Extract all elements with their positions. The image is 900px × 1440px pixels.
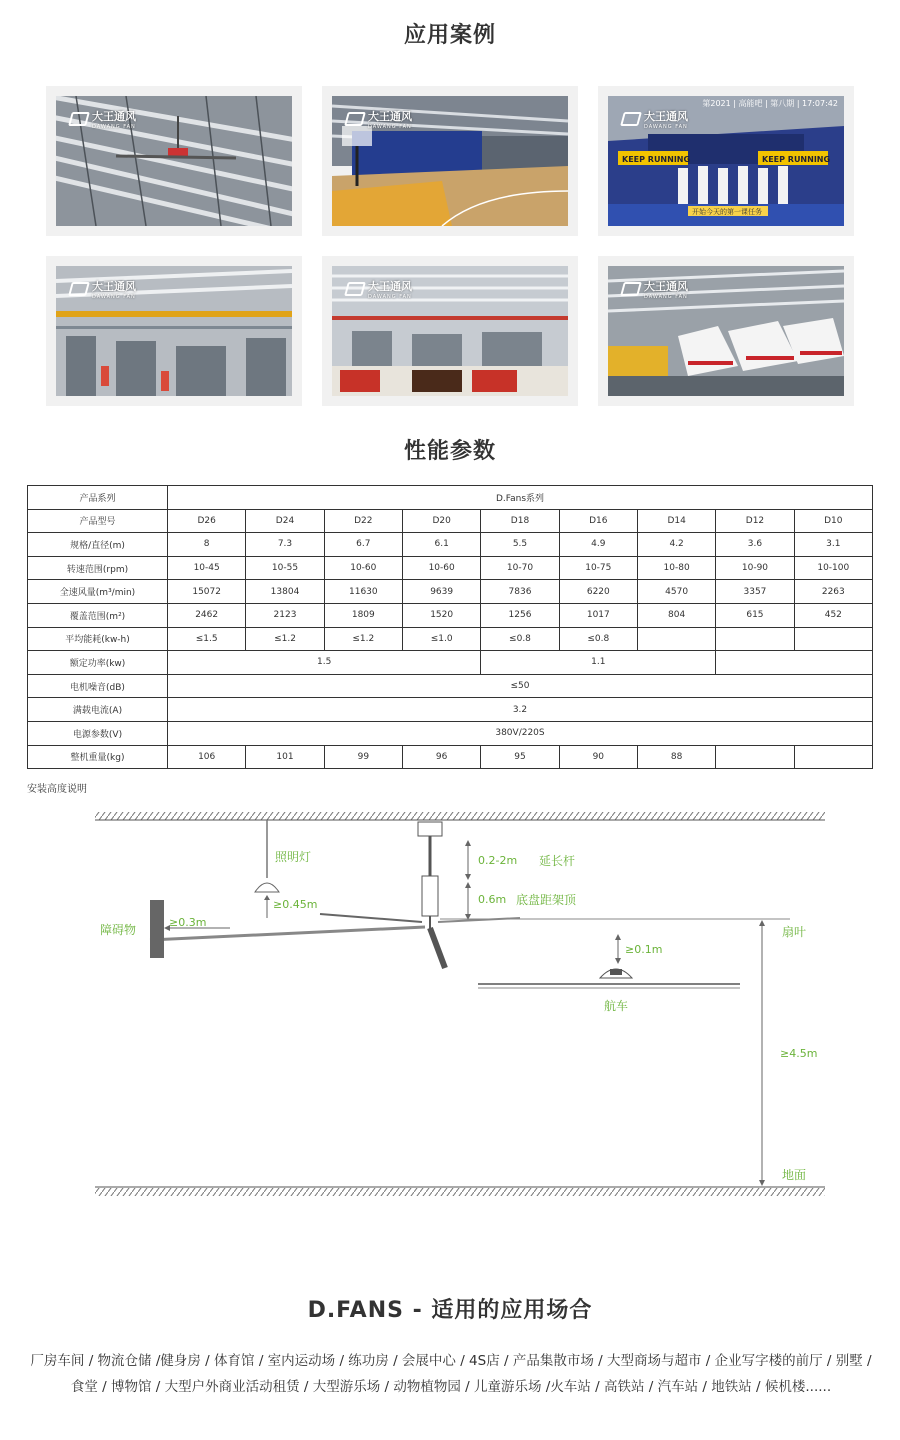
table-cell: 615 xyxy=(716,603,794,627)
install-note: 安装高度说明 xyxy=(27,784,87,795)
fan-motor xyxy=(422,876,438,916)
table-cell: D24 xyxy=(246,509,324,533)
ground-hatch xyxy=(95,1188,825,1196)
table-cell: 13804 xyxy=(246,580,324,604)
table-cell: 804 xyxy=(637,603,715,627)
table-cell: D12 xyxy=(716,509,794,533)
chassis-gap: 0.6m xyxy=(478,893,507,906)
table-cell: ≤0.8 xyxy=(481,627,559,651)
table-cell xyxy=(716,627,794,651)
case-logo: 大王通风 DAWANG FAN xyxy=(70,108,136,130)
table-cell: 1017 xyxy=(559,603,637,627)
svg-text:KEEP RUNNING: KEEP RUNNING xyxy=(762,155,831,164)
table-cell: 10-60 xyxy=(324,556,402,580)
table-cell: 10-75 xyxy=(559,556,637,580)
table-cell: ≤1.2 xyxy=(324,627,402,651)
table-cell: 3.6 xyxy=(716,533,794,557)
case-card[interactable] xyxy=(46,256,302,406)
table-cell: 3357 xyxy=(716,580,794,604)
table-cell: 96 xyxy=(402,745,480,769)
obstacle-block xyxy=(150,900,164,958)
table-cell xyxy=(794,745,872,769)
table-cell: 10-45 xyxy=(168,556,246,580)
light-gap: ≥0.45m xyxy=(273,898,318,911)
rod-range: 0.2-2m xyxy=(478,854,518,867)
table-cell: 6.1 xyxy=(402,533,480,557)
table-cell: D20 xyxy=(402,509,480,533)
table-cell: 1256 xyxy=(481,603,559,627)
table-cell: D26 xyxy=(168,509,246,533)
table-cell: 101 xyxy=(246,745,324,769)
table-row: 整机重量(kg) 106 101 99 96 95 90 88 xyxy=(28,745,873,769)
spec-table xyxy=(27,485,873,769)
obstacle-label: 障碍物 xyxy=(100,923,137,937)
case-logo: 大王通风 DAWANG FAN xyxy=(622,108,688,130)
table-cell: ≤0.8 xyxy=(559,627,637,651)
table-row: 电源参数(V) 380V/220S xyxy=(28,721,873,745)
table-row: 满载电流(A) 3.2 xyxy=(28,698,873,722)
table-cell: 6.7 xyxy=(324,533,402,557)
ground-label: 地面 xyxy=(782,1168,807,1182)
table-cell: D16 xyxy=(559,509,637,533)
crane-gap: ≥0.1m xyxy=(625,943,663,956)
case-logo: 大王通风 DAWANG FAN xyxy=(346,108,412,130)
table-row: 转速范围(rpm) 10-45 10-55 10-60 10-60 10-70 10-75 10-80 10-90 10-100 xyxy=(28,556,873,580)
apps-title: D.FANS - 适用的应用场合 xyxy=(307,1298,593,1323)
table-cell: 10-60 xyxy=(402,556,480,580)
table-cell: D10 xyxy=(794,509,872,533)
cases-title: 应用案例 xyxy=(403,23,496,48)
table-cell: 7836 xyxy=(481,580,559,604)
table-cell: 15072 xyxy=(168,580,246,604)
table-cell: 4.9 xyxy=(559,533,637,557)
table-cell: 4.2 xyxy=(637,533,715,557)
table-cell: D18 xyxy=(481,509,559,533)
table-cell: 2123 xyxy=(246,603,324,627)
table-row: 规格/直径(m) 8 7.3 6.7 6.1 5.5 4.9 4.2 3.6 3.1 xyxy=(28,533,873,557)
table-row: 产品系列 D.Fans系列 xyxy=(28,486,873,510)
table-cell: D14 xyxy=(637,509,715,533)
light-label: 照明灯 xyxy=(275,850,312,864)
crane-label: 航车 xyxy=(604,999,629,1013)
case-card[interactable] xyxy=(598,86,854,236)
case-photo-basketball xyxy=(332,96,568,226)
table-cell xyxy=(794,627,872,651)
case-photo-train xyxy=(608,266,844,396)
table-cell: 10-70 xyxy=(481,556,559,580)
table-cell: 90 xyxy=(559,745,637,769)
table-row: 平均能耗(kw-h) ≤1.5 ≤1.2 ≤1.2 ≤1.0 ≤0.8 ≤0.8 xyxy=(28,627,873,651)
svg-text:KEEP RUNNING: KEEP RUNNING xyxy=(622,155,691,164)
table-cell: 2462 xyxy=(168,603,246,627)
table-row: 产品型号 D26 D24 D22 D20 D18 D16 D14 D12 D10 xyxy=(28,509,873,533)
table-cell xyxy=(637,627,715,651)
case-photo-stage: KEEP RUNNING KEEP RUNNING 开始今天的第一课任务 第2021 | 高能吧 | 第八期 | 17:07:42 大王通风 DAWANG FAN xyxy=(608,96,844,226)
table-cell: 8 xyxy=(168,533,246,557)
case-card[interactable] xyxy=(46,86,302,236)
spec-title: 性能参数 xyxy=(403,439,496,464)
table-cell: D22 xyxy=(324,509,402,533)
table-cell: 10-100 xyxy=(794,556,872,580)
table-row: 额定功率(kw) 1.5 1.1 xyxy=(28,651,873,675)
table-row: 电机噪音(dB) ≤50 xyxy=(28,674,873,698)
chassis-label: 底盘距架顶 xyxy=(516,893,577,907)
table-cell: 2263 xyxy=(794,580,872,604)
table-cell: 1520 xyxy=(402,603,480,627)
install-diagram xyxy=(0,800,900,1200)
table-row: 覆盖范围(m²) 2462 2123 1809 1520 1256 1017 804 615 452 xyxy=(28,603,873,627)
case-card[interactable] xyxy=(322,256,578,406)
light-icon xyxy=(255,883,279,892)
case-logo: 大王通风 DAWANG FAN xyxy=(346,278,412,300)
table-cell: 4570 xyxy=(637,580,715,604)
obstacle-gap: ≥0.3m xyxy=(169,916,207,929)
fan-blade xyxy=(320,914,422,922)
height-label: ≥4.5m xyxy=(780,1047,818,1060)
case-logo: 大王通风 DAWANG FAN xyxy=(622,278,688,300)
table-cell: 88 xyxy=(637,745,715,769)
table-cell: 106 xyxy=(168,745,246,769)
table-cell: 95 xyxy=(481,745,559,769)
table-row: 全速风量(m³/min) 15072 13804 11630 9639 7836 6220 4570 3357 2263 xyxy=(28,580,873,604)
rod-label: 延长杆 xyxy=(539,854,576,868)
case-photo-factory xyxy=(56,96,292,226)
case-photo-assembly xyxy=(332,266,568,396)
table-cell: 7.3 xyxy=(246,533,324,557)
blade-label: 扇叶 xyxy=(782,925,807,939)
case-card[interactable] xyxy=(322,86,578,236)
table-cell: ≤1.2 xyxy=(246,627,324,651)
table-cell: 5.5 xyxy=(481,533,559,557)
table-cell: 452 xyxy=(794,603,872,627)
table-cell: 10-80 xyxy=(637,556,715,580)
table-cell: 10-90 xyxy=(716,556,794,580)
ceiling xyxy=(95,812,825,820)
apps-list: 厂房车间 / 物流仓储 /健身房 / 体育馆 / 室内运动场 / 练功房 / 会展中心 / 4S店 / 产品集散市场 / 大型商场与超市 / 企业写字楼的前厅 / 别墅 / 食堂 / 博物馆 / 大型户外商业活动租赁 / 大型游乐场 / 动物植物园 / 儿童游乐场 /火车站 / 高铁站 / 汽车站 / 地铁站 / 候机楼...... xyxy=(30,1353,872,1395)
fan-blade xyxy=(430,928,445,968)
table-cell: 99 xyxy=(324,745,402,769)
table-cell: 1809 xyxy=(324,603,402,627)
table-cell: 6220 xyxy=(559,580,637,604)
svg-text:开始今天的第一课任务: 开始今天的第一课任务 xyxy=(692,208,762,216)
table-cell: 9639 xyxy=(402,580,480,604)
table-cell: 3.1 xyxy=(794,533,872,557)
case-card[interactable] xyxy=(598,256,854,406)
table-cell: 11630 xyxy=(324,580,402,604)
case-logo: 大王通风 DAWANG FAN xyxy=(70,278,136,300)
table-cell xyxy=(716,745,794,769)
table-cell: ≤1.0 xyxy=(402,627,480,651)
table-cell: 10-55 xyxy=(246,556,324,580)
table-cell: ≤1.5 xyxy=(168,627,246,651)
case-photo-workshop xyxy=(56,266,292,396)
